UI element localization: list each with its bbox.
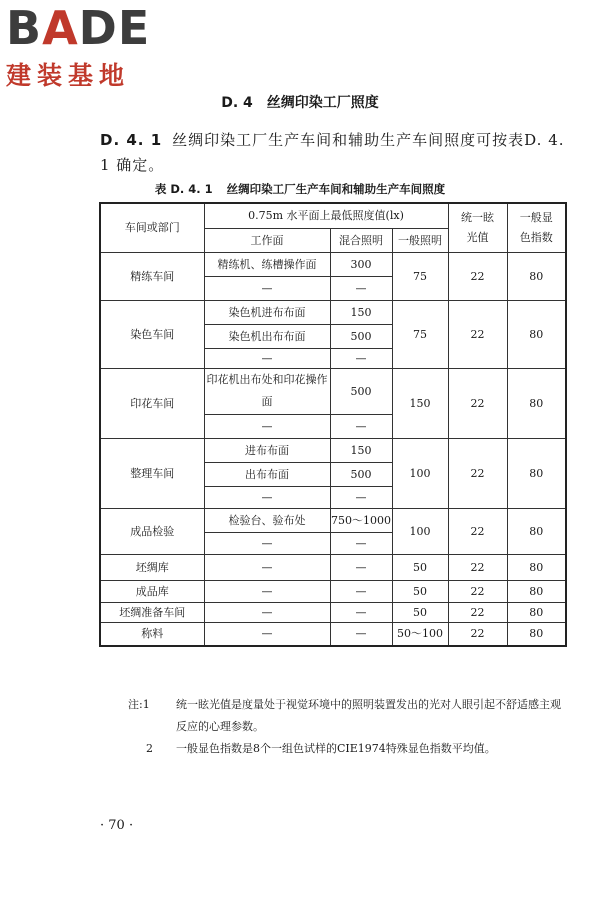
mixed-illum-cell: — [330, 532, 392, 554]
glare-cell: 22 [448, 580, 507, 602]
note-2-text: 一般显色指数是8个一组色试样的CIE1974特殊显色指数平均值。 [176, 742, 496, 755]
table-row [100, 252, 566, 276]
header-mixed: 混合照明 [330, 228, 392, 252]
mixed-illum-cell: — [330, 622, 392, 646]
dept-cell: 染色车间 [100, 300, 204, 368]
general-illum-cell: 150 [392, 368, 448, 438]
cri-cell: 80 [507, 580, 566, 602]
dept-cell: 坯绸准备车间 [100, 602, 204, 622]
general-illum-cell: 75 [392, 300, 448, 368]
general-illum-cell: 50 [392, 554, 448, 580]
dept-cell: 成品库 [100, 580, 204, 602]
table-body [100, 252, 566, 646]
section-heading: 丝绸印染工厂照度 [266, 95, 379, 111]
note-1-label: 注:1 [128, 698, 150, 711]
table-row [100, 508, 566, 532]
glare-cell: 22 [448, 602, 507, 622]
table-caption [0, 181, 600, 197]
general-illum-cell: 50～100 [392, 622, 448, 646]
note-2-label: 2 [146, 742, 153, 755]
dept-cell: 称料 [100, 622, 204, 646]
note-2 [128, 738, 568, 760]
mixed-illum-cell: 300 [330, 252, 392, 276]
mixed-illum-cell: 500 [330, 462, 392, 486]
glare-cell: 22 [448, 508, 507, 554]
glare-cell: 22 [448, 438, 507, 508]
work-surface-cell: — [204, 580, 330, 602]
table-row [100, 438, 566, 462]
glare-cell: 22 [448, 622, 507, 646]
table-number: 表 D. 4. 1 [154, 182, 213, 196]
mixed-illum-cell: — [330, 276, 392, 300]
dept-cell: 成品检验 [100, 508, 204, 554]
work-surface-cell: 出布布面 [204, 462, 330, 486]
dept-cell: 精练车间 [100, 252, 204, 300]
header-cri: 一般显色指数 [507, 203, 566, 252]
cri-cell: 80 [507, 508, 566, 554]
mixed-illum-cell: — [330, 414, 392, 438]
general-illum-cell: 50 [392, 602, 448, 622]
work-surface-cell: — [204, 486, 330, 508]
glare-cell: 22 [448, 252, 507, 300]
work-surface-cell: — [204, 532, 330, 554]
mixed-illum-cell: — [330, 486, 392, 508]
work-surface-cell: 检验台、验布处 [204, 508, 330, 532]
section-number: D. 4 [221, 95, 253, 111]
table-row [100, 300, 566, 324]
note-1-text: 统一眩光值是度量处于视觉环境中的照明装置发出的光对人眼引起不舒适感主观反应的心理参数。 [176, 698, 561, 733]
dept-cell: 坯绸库 [100, 554, 204, 580]
cri-cell: 80 [507, 622, 566, 646]
header-work-surface: 工作面 [204, 228, 330, 252]
logo-wordmark: BADE [6, 1, 151, 55]
cri-cell: 80 [507, 438, 566, 508]
work-surface-cell: — [204, 348, 330, 368]
clause-text: 丝绸印染工厂生产车间和辅助生产车间照度可按表D. 4. 1 确定。 [100, 131, 565, 174]
work-surface-cell: — [204, 622, 330, 646]
clause-paragraph [100, 128, 570, 178]
mixed-illum-cell: 500 [330, 324, 392, 348]
general-illum-cell: 100 [392, 438, 448, 508]
work-surface-cell: 精练机、练槽操作面 [204, 252, 330, 276]
work-surface-cell: — [204, 602, 330, 622]
mixed-illum-cell: — [330, 554, 392, 580]
table-row [100, 602, 566, 622]
general-illum-cell: 100 [392, 508, 448, 554]
logo-subtitle: 建装基地 [6, 61, 131, 90]
general-illum-cell: 50 [392, 580, 448, 602]
mixed-illum-cell: 150 [330, 300, 392, 324]
mixed-illum-cell: 500 [330, 368, 392, 414]
work-surface-cell: 印花机出布处和印花操作面 [204, 368, 330, 414]
mixed-illum-cell: 150 [330, 438, 392, 462]
table-row [100, 580, 566, 602]
cri-cell: 80 [507, 602, 566, 622]
header-illuminance-group: 0.75m 水平面上最低照度值(lx) [204, 203, 448, 228]
general-illum-cell: 75 [392, 252, 448, 300]
work-surface-cell: 进布布面 [204, 438, 330, 462]
table-title: 丝绸印染工厂生产车间和辅助生产车间照度 [226, 182, 446, 196]
cri-cell: 80 [507, 300, 566, 368]
work-surface-cell: 染色机进布布面 [204, 300, 330, 324]
section-title [0, 92, 600, 112]
work-surface-cell: — [204, 276, 330, 300]
header-glare: 统一眩光值 [448, 203, 507, 252]
glare-cell: 22 [448, 368, 507, 438]
dept-cell: 整理车间 [100, 438, 204, 508]
mixed-illum-cell: — [330, 348, 392, 368]
mixed-illum-cell: — [330, 602, 392, 622]
dept-cell: 印花车间 [100, 368, 204, 438]
header-general: 一般照明 [392, 228, 448, 252]
cri-cell: 80 [507, 554, 566, 580]
page-number: · 70 · [100, 818, 134, 833]
mixed-illum-cell: — [330, 580, 392, 602]
glare-cell: 22 [448, 554, 507, 580]
work-surface-cell: 染色机出布布面 [204, 324, 330, 348]
note-1 [128, 694, 568, 738]
cri-cell: 80 [507, 368, 566, 438]
illuminance-table [99, 202, 567, 647]
mixed-illum-cell: 750～1000 [330, 508, 392, 532]
table-row [100, 368, 566, 414]
header-dept: 车间或部门 [100, 203, 204, 252]
work-surface-cell: — [204, 554, 330, 580]
glare-cell: 22 [448, 300, 507, 368]
work-surface-cell: — [204, 414, 330, 438]
table-row [100, 554, 566, 580]
clause-number: D. 4. 1 [100, 131, 163, 149]
table-notes [128, 694, 568, 760]
cri-cell: 80 [507, 252, 566, 300]
brand-logo [6, 1, 176, 92]
table-row [100, 622, 566, 646]
